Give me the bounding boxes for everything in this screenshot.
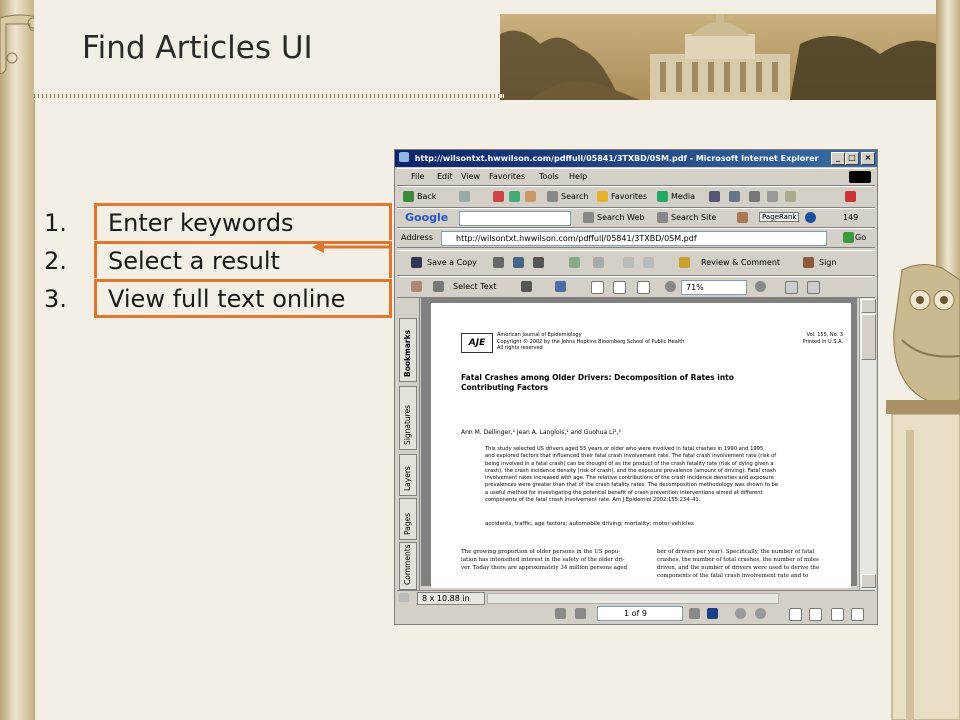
news-icon[interactable]	[737, 212, 748, 223]
scroll-thumb[interactable]	[861, 314, 876, 360]
blocked-popups-count[interactable]: 149	[843, 213, 859, 222]
text-line: crashes, the number of total crashes, the number of miles	[657, 557, 819, 563]
page-number-field[interactable]	[597, 606, 683, 621]
address-label: Address	[401, 233, 433, 242]
tab-bookmarks-label: Bookmarks	[403, 329, 412, 377]
rotate-ccw-icon[interactable]	[807, 281, 820, 294]
page-number-value: 1 of 9	[624, 609, 647, 618]
menu-item-file[interactable]: File	[411, 172, 425, 181]
select-text-button[interactable]: Select Text	[453, 282, 497, 291]
text-line: prevalences were greater than that of the crash fatality rates. The decomposition methodology was shown to be	[485, 482, 779, 489]
redo-icon[interactable]	[643, 257, 654, 268]
menu-item-tools[interactable]: Tools	[539, 172, 559, 181]
minimize-button[interactable]: _	[831, 152, 845, 165]
step-number: 2.	[44, 247, 67, 275]
tab-comments[interactable]	[399, 542, 417, 590]
journal-rights: All rights reserved	[497, 345, 543, 351]
scroll-up-button[interactable]	[861, 299, 876, 313]
text-line: components of the fatal crash involvement rate. Am J Epidemiol 2002;155:234–41.	[485, 497, 701, 504]
sign-button[interactable]: Sign	[819, 258, 837, 267]
tab-comments-label: Comments	[403, 544, 412, 585]
text-line: lation has intensified interest in the safety of the older dri-	[461, 557, 625, 563]
step-label: Enter keywords	[108, 209, 294, 237]
zoom-in-icon[interactable]	[555, 281, 566, 292]
step-label: View full text online	[108, 285, 346, 313]
menu-item-edit[interactable]: Edit	[437, 172, 453, 181]
left-column-decoration	[0, 0, 34, 720]
text-line: ver. Today there are approximately 34 million persons aged	[461, 565, 628, 571]
favorites-icon[interactable]	[597, 191, 608, 202]
article-keywords: accidents, traffic; age factors; automobile driving; mortality; motor vehicles	[485, 521, 694, 527]
vertical-scrollbar[interactable]	[859, 298, 876, 590]
review-comment-button[interactable]: Review & Comment	[701, 258, 781, 267]
ie-icon	[399, 152, 409, 162]
step-item	[44, 203, 390, 241]
review-icon[interactable]	[679, 257, 690, 268]
journal-name: American Journal of Epidemiology	[497, 332, 582, 338]
menu-item-view[interactable]: View	[461, 172, 480, 181]
history-icon[interactable]	[709, 191, 720, 202]
address-bar	[397, 228, 875, 248]
address-value: http://wilsontxt.hwwilson.com/pdffull/05841/3TXBD/0SM.pdf	[456, 234, 697, 243]
tab-signatures-label: Signatures	[403, 404, 412, 445]
tab-layers[interactable]	[399, 454, 417, 496]
zoom-level-value: 71%	[686, 283, 704, 292]
refresh-icon[interactable]	[509, 191, 520, 202]
fit-width-icon[interactable]	[637, 281, 650, 294]
side-tabs-panel	[397, 298, 420, 590]
text-line: being involved in a fatal crash) can be thought of as the product of the crash fatality rate (risk of dying given a	[485, 460, 774, 467]
body-column-right	[657, 548, 843, 580]
google-toolbar	[397, 208, 875, 228]
scroll-down-button[interactable]	[861, 574, 876, 588]
search-icon[interactable]	[547, 191, 558, 202]
text-line: a useful method for investigating the potential benefit of crash prevention interventions aimed at different	[485, 489, 763, 496]
previous-page-icon[interactable]	[575, 608, 586, 619]
binoculars-icon[interactable]	[533, 257, 544, 268]
text-line: components of the fatal crash involvement rate and to	[657, 573, 809, 579]
text-select-icon[interactable]	[433, 281, 444, 292]
media-icon[interactable]	[657, 191, 668, 202]
search-web-button[interactable]: Search Web	[597, 213, 645, 222]
stamp-icon[interactable]	[593, 257, 604, 268]
continuous-page-icon[interactable]	[809, 608, 822, 621]
browser-window[interactable]	[394, 149, 878, 625]
text-line: crash), the crash incidence density (risk of crash), and the exposure prevalence (amount of driving). Fatal crash	[485, 467, 776, 474]
back-arrow-icon[interactable]	[403, 191, 414, 202]
step-label: Select a result	[108, 247, 280, 275]
address-input[interactable]	[441, 231, 827, 246]
snapshot-icon[interactable]	[521, 281, 532, 292]
text-line: ber of drivers per year). Specifically, the number of fatal	[657, 549, 815, 555]
next-page-icon[interactable]	[689, 608, 700, 619]
campus-building-photo	[500, 14, 936, 100]
text-line: driven, and the number of drivers were used to derive the	[657, 565, 820, 571]
first-page-icon[interactable]	[555, 608, 566, 619]
document-viewer[interactable]	[421, 298, 857, 586]
tab-signatures[interactable]	[399, 386, 417, 450]
horizontal-scrollbar[interactable]	[487, 593, 779, 604]
standard-toolbar	[397, 186, 875, 208]
scroll-left-icon[interactable]	[399, 593, 409, 602]
body-column-left	[461, 548, 647, 572]
menu-item-favorites[interactable]: Favorites	[489, 172, 526, 181]
search-site-button[interactable]: Search Site	[671, 213, 717, 222]
back-button[interactable]: Back	[417, 192, 437, 201]
favorites-button[interactable]: Favorites	[611, 192, 648, 201]
google-search-input[interactable]	[459, 211, 571, 226]
pdf-page	[431, 303, 851, 588]
go-arrow-icon[interactable]	[843, 232, 854, 243]
journal-copyright: Copyright © 2002 by the Johns Hopkins Bloomberg School of Public Health	[497, 338, 685, 345]
edit-icon[interactable]	[767, 191, 778, 202]
acrobat-toolbar	[397, 250, 875, 276]
undo-icon[interactable]	[623, 257, 634, 268]
windows-logo-icon	[849, 171, 871, 183]
page-navigation-bar	[397, 604, 875, 624]
step-item	[44, 279, 390, 317]
header-dotted-rule	[34, 94, 504, 98]
tab-pages[interactable]	[399, 498, 417, 540]
zoom-level-select[interactable]	[681, 280, 747, 295]
discuss-icon[interactable]	[785, 191, 796, 202]
zoom-in-circle-icon[interactable]	[755, 281, 766, 292]
journal-volume-block	[783, 332, 843, 345]
article-authors: Ann M. Dellinger,¹ Jean A. Langlois,¹ and Guohua Li²,³	[461, 429, 621, 436]
previous-view-icon[interactable]	[735, 608, 746, 619]
article-title: Fatal Crashes among Older Drivers: Decomposition of Rates into Contributing Factors	[461, 373, 734, 392]
single-page-icon[interactable]	[789, 608, 802, 621]
zoom-out-icon[interactable]	[665, 281, 676, 292]
tab-layers-label: Layers	[403, 466, 412, 491]
close-button[interactable]: ×	[861, 152, 875, 165]
go-button[interactable]: Go	[855, 233, 867, 242]
tab-pages-label: Pages	[403, 512, 412, 535]
step-number: 1.	[44, 209, 67, 237]
text-line: The growing proportion of older persons in the US popu-	[461, 549, 621, 555]
viewing-toolbar	[397, 276, 875, 298]
article-abstract	[485, 446, 845, 504]
page-size-bar	[397, 590, 875, 605]
menu-item-help[interactable]: Help	[569, 172, 588, 181]
maximize-button[interactable]: □	[845, 152, 859, 165]
browser-title-bar[interactable]	[395, 150, 877, 167]
toolbar-extra-icon[interactable]	[845, 191, 856, 202]
save-copy-button[interactable]: Save a Copy	[427, 258, 477, 267]
pagerank-indicator[interactable]: PageRank	[759, 212, 799, 222]
continuous-facing-icon[interactable]	[851, 608, 864, 621]
text-line: and explored factors that influenced their fatal crash involvement rate. The fatal crash involvement rate (risk of	[485, 453, 777, 460]
window-title: http://wilsontxt.hwwilson.com/pdffull/05841/3TXBD/0SM.pdf - Microsoft Internet Explorer	[414, 154, 819, 163]
save-copy-icon[interactable]	[411, 257, 422, 268]
fit-page-icon[interactable]	[613, 281, 626, 294]
search-site-icon[interactable]	[657, 212, 668, 223]
text-line: involvement rates increased with age. The relative contributions of the crash incidence densities and exposure	[485, 475, 774, 482]
home-icon[interactable]	[525, 191, 536, 202]
mail-icon[interactable]	[729, 191, 740, 202]
email-icon[interactable]	[513, 257, 524, 268]
stop-icon[interactable]	[493, 191, 504, 202]
print-icon[interactable]	[749, 191, 760, 202]
page-size-value: 8 x 10.88 in	[422, 594, 470, 603]
next-view-icon[interactable]	[755, 608, 766, 619]
journal-header	[497, 332, 684, 352]
journal-volume: Vol. 155, No. 3	[806, 332, 843, 338]
text-line: This study selected US drivers aged 55 years or older who were involved in fatal crashes in 1990 and 1995	[485, 446, 764, 452]
search-web-icon[interactable]	[583, 212, 594, 223]
journal-printed: Printed in U.S.A.	[802, 338, 843, 345]
step-number: 3.	[44, 285, 67, 313]
journal-logo: AJE	[461, 333, 493, 353]
facing-pages-icon[interactable]	[831, 608, 844, 621]
actual-size-icon[interactable]	[591, 281, 604, 294]
google-logo[interactable]: Google	[405, 211, 449, 224]
steps-list	[44, 203, 390, 317]
page-title: Find Articles UI	[82, 30, 313, 66]
last-page-icon[interactable]	[707, 608, 718, 619]
menu-bar	[397, 168, 875, 186]
pointer-arrow-icon	[312, 240, 392, 254]
print-icon[interactable]	[493, 257, 504, 268]
search-button[interactable]: Search	[561, 192, 589, 201]
forward-arrow-icon[interactable]	[459, 191, 470, 202]
tab-bookmarks[interactable]	[399, 318, 417, 382]
info-icon[interactable]	[805, 212, 816, 223]
media-button[interactable]: Media	[671, 192, 696, 201]
frame-left-line	[34, 100, 35, 720]
spellcheck-icon[interactable]	[569, 257, 580, 268]
sign-icon[interactable]	[803, 257, 814, 268]
rotate-icon[interactable]	[785, 281, 798, 294]
hand-tool-icon[interactable]	[411, 281, 422, 292]
